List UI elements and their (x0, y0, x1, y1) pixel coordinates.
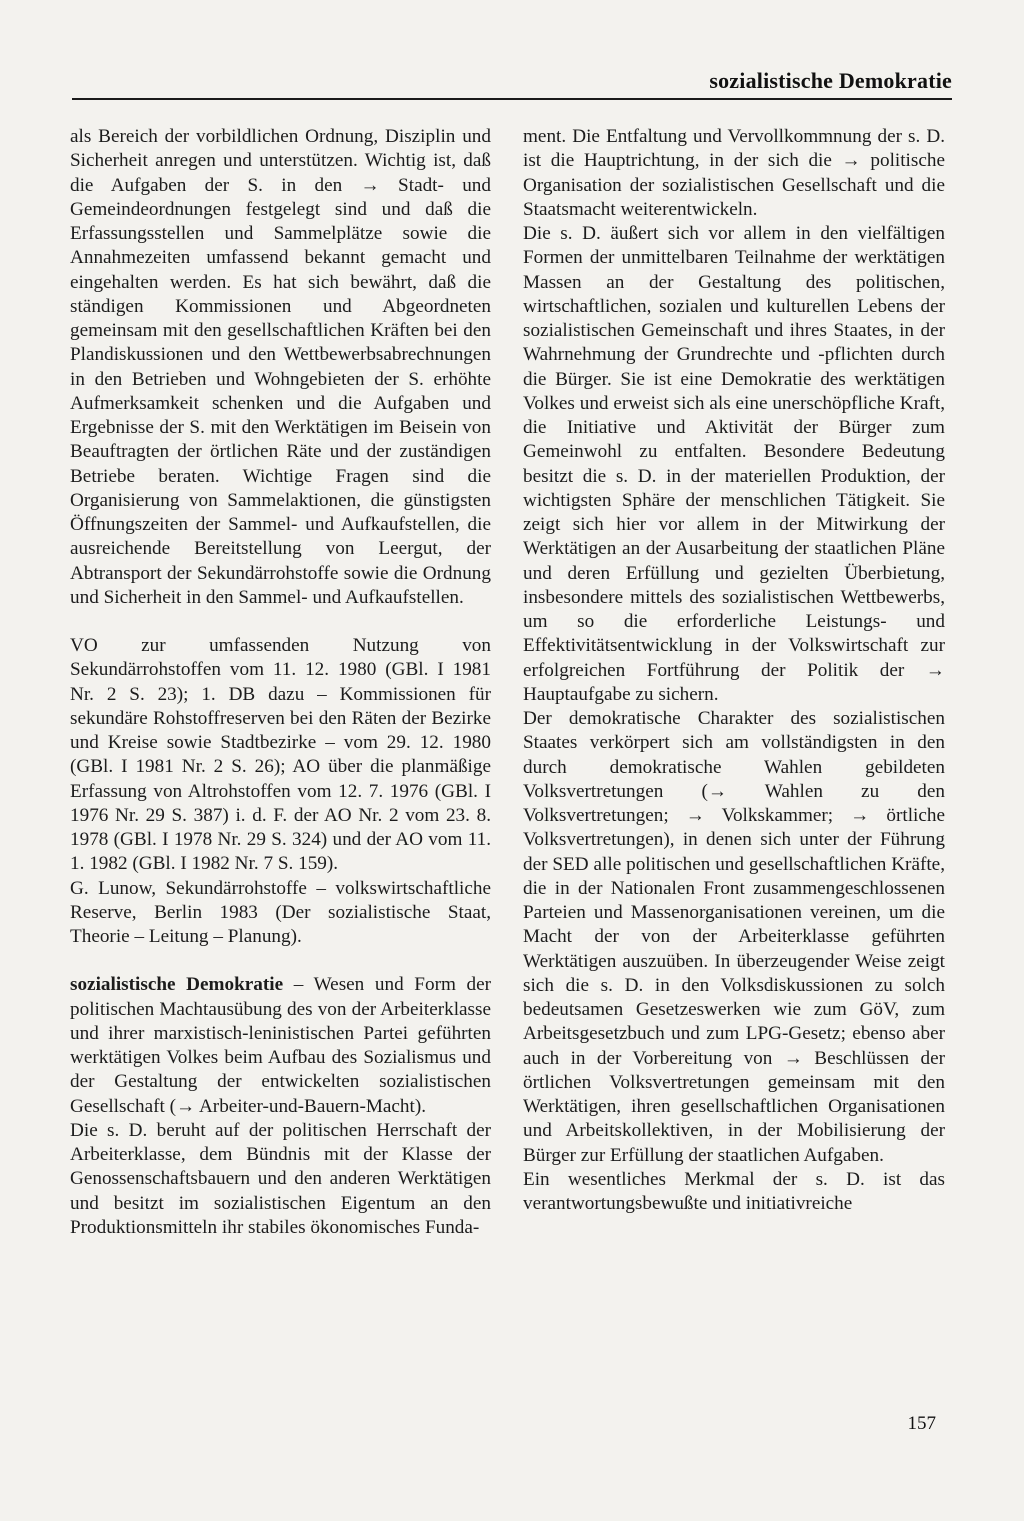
entry-headword: sozialistische Demokratie (70, 974, 284, 996)
header-rule (72, 98, 952, 100)
entry-paragraph (70, 973, 491, 1119)
running-head: sozialistische Demokratie (709, 68, 952, 93)
paragraph: Die s. D. äußert sich vor allem in den vielfältigen Formen der unmittelbaren Teilnahme der werktätigen Massen an der Gestaltung des politischen, wirtschaftlichen, sozialen und kulturellen Lebens der sozialistischen Gemeinschaft und ihres Staates, in der Wahrnehmung der Grundrechte und -pflichten durch die Bürger. Sie ist eine Demokratie des werktätigen Volkes und erweist sich als eine unerschöpfliche Kraft, die Initiative und Aktivität der Bürger zum Gemeinwohl zu entfalten. Besondere Bedeutung besitzt die s. D. in der materiellen Produktion, der wichtigsten Sphäre der menschlichen Tätigkeit. Sie zeigt sich hier vor allem in der Mitwirkung der Werktätigen an der Ausarbeitung der staatlichen Pläne und deren Erfüllung und gezielten Überbietung, insbesondere mittels des sozialistischen Wettbewerbs, um so die erforderliche Leistungs- und Effektivitätsentwicklung in der Volkswirtschaft zur erfolgreichen Fortführung der Politik der → Hauptaufgabe zu sichern. (523, 223, 945, 705)
entry-definition: – Wesen und Form der politischen Machtausübung des von der Arbeiterklasse und ihrer marxistisch-leninistischen Partei geführten werktätigen Volkes beim Aufbau des Sozialismus und der Gestaltung der entwickelten sozialistischen Gesellschaft (→ Arbeiter-und-Bauern-Macht). (70, 974, 491, 1117)
paragraph-gap (70, 610, 491, 634)
literature-reference: G. Lunow, Sekundärrohstoffe – volkswirtschaftliche Reserve, Berlin 1983 (Der sozialistische Staat, Theorie – Leitung – Planung). (70, 877, 491, 947)
paragraph-gap (70, 949, 491, 973)
left-column (70, 125, 491, 1240)
paragraph: Die s. D. beruht auf der politischen Herrschaft der Arbeiterklasse, dem Bündnis mit der Klasse der Genossenschaftsbauern und den anderen Werktätigen und besitzt im sozialistischen Eigentum an den Produktionsmitteln ihr stabiles ökonomisches Funda- (70, 1119, 491, 1238)
paragraph-continuation: als Bereich der vorbildlichen Ordnung, Disziplin und Sicherheit anregen und unterstützen. Wichtig ist, daß die Aufgaben der S. in den → Stadt- und Gemeindeordnungen festgelegt sind und daß die Erfassungsstellen und Sammelplätze sowie die Annahmezeiten umfassend bekannt gemacht und eingehalten werden. Es hat sich bewährt, daß die ständigen Kommissionen und Abgeordneten gemeinsam mit den gesellschaftlichen Kräften bei den Plandiskussionen und den Wettbewerbsabrechnungen in den Betrieben und Wohngebieten der S. erhöhte Aufmerksamkeit schenken und die Aufgaben und Ergebnisse der S. mit den Werktätigen im Beisein von Beauftragten der örtlichen Räte und der zuständigen Betriebe beraten. Wichtige Fragen sind die Organisierung von Sammelaktionen, die günstigsten Öffnungszeiten der Sammel- und Aufkaufstellen, die ausreichende Bereitstellung von Leergut, der Abtransport der Sekundärrohstoffe sowie die Ordnung und Sicherheit in den Sammel- und Aufkaufstellen. (70, 126, 491, 608)
paragraph: ment. Die Entfaltung und Vervollkommnung der s. D. ist die Hauptrichtung, in der sich die → politische Organisation der sozialistischen Gesellschaft und die Staatsmacht weiterentwickeln. (523, 126, 945, 220)
page-number: 157 (907, 1413, 936, 1434)
legal-references: VO zur umfassenden Nutzung von Sekundärrohstoffen vom 11. 12. 1980 (GBl. I 1981 Nr. 2 S. 23); 1. DB dazu – Kommissionen für sekundäre Rohstoffreserven bei den Räten der Bezirke und Kreise sowie Stadtbezirke – vom 29. 12. 1980 (GBl. I 1981 Nr. 2 S. 26); AO über die planmäßige Erfassung von Altrohstoffen vom 12. 7. 1976 (GBl. I 1976 Nr. 29 S. 387) i. d. F. der AO Nr. 2 vom 23. 8. 1978 (GBl. I 1978 Nr. 29 S. 324) und der AO vom 11. 1. 1982 (GBl. I 1982 Nr. 7 S. 159). (70, 635, 491, 875)
right-column (523, 125, 945, 1216)
paragraph: Ein wesentliches Merkmal der s. D. ist das verantwortungsbewußte und initiativreiche (523, 1168, 945, 1214)
paragraph: Der demokratische Charakter des sozialistischen Staates verkörpert sich am vollständigsten in den durch demokratische Wahlen gebildeten Volksvertretungen (→ Wahlen zu den Volksvertretungen; → Volkskammer; → örtliche Volksvertretungen), in denen sich unter der Führung der SED alle politischen und gesellschaftlichen Kräfte, die in der Nationalen Front zusammengeschlossenen Parteien und Massenorganisationen vereinen, um die Macht der von der Arbeiterklasse geführten Werktätigen auszuüben. In überzeugender Weise zeigt sich die s. D. in den Volksdiskussionen zu solch bedeutsamen Gesetzeswerken wie zum GöV, zum Arbeitsgesetzbuch und zum LPG-Gesetz; ebenso aber auch in der Vorbereitung von → Beschlüssen der örtlichen Volksvertretungen gemeinsam mit den Werktätigen, ihren gesellschaftlichen Organisationen und Arbeitskollektiven, in der Mobilisierung der Bürger zur Erfüllung der staatlichen Aufgaben. (523, 708, 945, 1166)
